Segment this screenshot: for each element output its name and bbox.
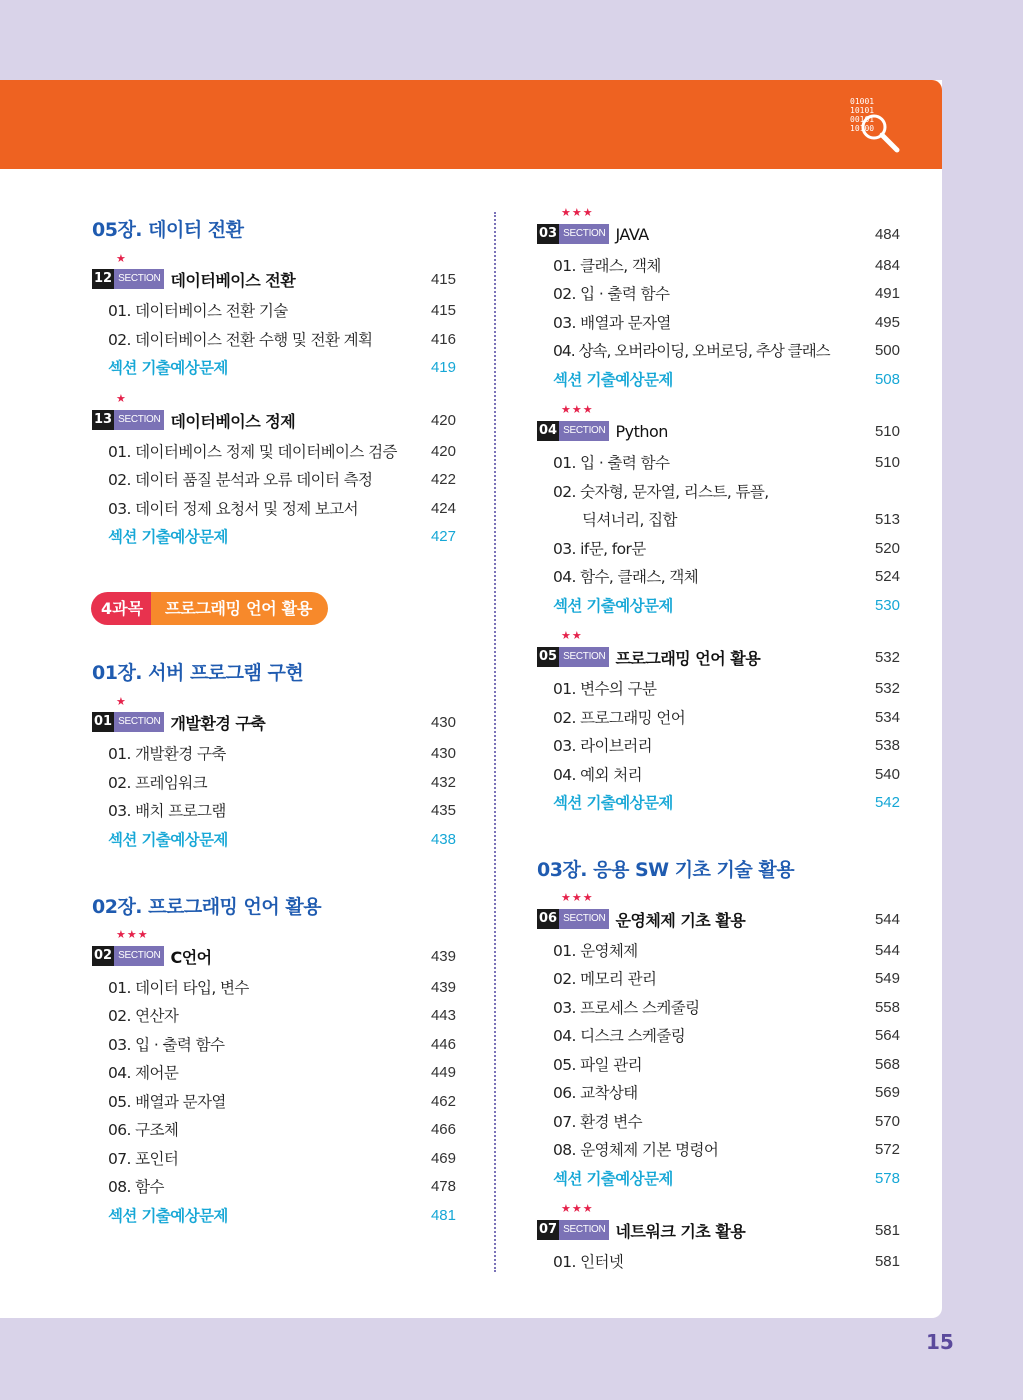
page-number: 15: [926, 1330, 954, 1354]
section-title: 프로그래밍 언어 활용: [615, 648, 761, 668]
page-ref: 570: [874, 1112, 900, 1130]
section-03[interactable]: [537, 223, 900, 245]
toc-item[interactable]: [537, 996, 900, 1018]
page-ref: 532: [874, 679, 900, 697]
page-ref: 581: [874, 1252, 900, 1270]
item-title: 02. 연산자: [108, 1007, 179, 1025]
chapter-heading: 03장. 응용 SW 기초 기술 활용: [537, 859, 795, 881]
item-title: 03. 입 · 출력 함수: [108, 1036, 225, 1054]
section-label: SECTION: [114, 410, 164, 430]
toc-item[interactable]: [92, 468, 456, 490]
page-ref: 446: [430, 1035, 456, 1053]
item-title: 02. 입 · 출력 함수: [553, 285, 670, 303]
section-number: 05: [537, 647, 559, 667]
page-ref: 430: [430, 744, 456, 762]
toc-item[interactable]: [537, 1250, 900, 1272]
toc-item[interactable]: [537, 508, 900, 530]
section-label: SECTION: [559, 909, 609, 929]
section-number: 12: [92, 269, 114, 289]
toc-item[interactable]: [537, 706, 900, 728]
item-title: 06. 구조체: [108, 1121, 179, 1139]
difficulty-stars: ★★★: [561, 1202, 594, 1215]
difficulty-stars: ★★: [561, 629, 583, 642]
section-label: SECTION: [559, 421, 609, 441]
difficulty-stars: ★★★: [561, 891, 594, 904]
chapter-heading: 02장. 프로그래밍 언어 활용: [92, 896, 322, 918]
toc-item[interactable]: [537, 1024, 900, 1046]
item-title: 01. 클래스, 객체: [553, 257, 661, 275]
toc-item[interactable]: [537, 967, 900, 989]
column-divider: [494, 212, 496, 1272]
page-ref: 510: [874, 422, 900, 440]
toc-item[interactable]: [92, 1147, 456, 1169]
toc-item[interactable]: [537, 480, 900, 502]
toc-item[interactable]: [537, 537, 900, 559]
toc-item[interactable]: [537, 1081, 900, 1103]
page-ref: 534: [874, 708, 900, 726]
section-label: SECTION: [114, 946, 164, 966]
item-title: 05. 파일 관리: [553, 1056, 642, 1074]
page-ref: 430: [430, 713, 456, 731]
toc-item[interactable]: [537, 939, 900, 961]
item-title: 01. 변수의 구분: [553, 680, 657, 698]
chapter-heading: 01장. 서버 프로그램 구현: [92, 662, 304, 684]
page-ref: 484: [874, 225, 900, 243]
page-ref: 581: [874, 1221, 900, 1239]
section-12[interactable]: [92, 268, 456, 290]
section-label: SECTION: [114, 269, 164, 289]
page-ref: 439: [430, 947, 456, 965]
page-ref: 415: [430, 270, 456, 288]
page-ref: 443: [430, 1006, 456, 1024]
header-banner: [0, 80, 942, 169]
section-label: SECTION: [559, 224, 609, 244]
item-title: 01. 데이터베이스 정제 및 데이터베이스 검증: [108, 443, 397, 461]
section-title: 운영체제 기초 활용: [615, 910, 746, 930]
page-ref: 416: [430, 330, 456, 348]
item-title: 섹션 기출예상문제: [553, 371, 673, 389]
item-title: 섹션 기출예상문제: [108, 528, 228, 546]
section-number: 02: [92, 946, 114, 966]
item-title: 섹션 기출예상문제: [108, 1207, 228, 1225]
toc-item[interactable]: [537, 254, 900, 276]
difficulty-stars: ★★★: [561, 206, 594, 219]
section-number: 03: [537, 224, 559, 244]
item-title: 섹션 기출예상문제: [108, 359, 228, 377]
page-ref: 419: [430, 358, 456, 376]
svg-text:01001: 01001: [850, 97, 875, 106]
toc-item[interactable]: [537, 1110, 900, 1132]
toc-question-item[interactable]: [92, 828, 456, 850]
section-title: C언어: [170, 947, 212, 967]
item-title: 04. 함수, 클래스, 객체: [553, 568, 699, 586]
item-title: 03. 프로세스 스케줄링: [553, 999, 700, 1017]
section-number: 13: [92, 410, 114, 430]
section-number: 01: [92, 712, 114, 732]
page-ref: 542: [874, 793, 900, 811]
toc-item[interactable]: [92, 1061, 456, 1083]
item-title: 02. 메모리 관리: [553, 970, 657, 988]
toc-item[interactable]: [92, 771, 456, 793]
page-ref: 568: [874, 1055, 900, 1073]
item-title: 03. 데이터 정제 요청서 및 정제 보고서: [108, 500, 359, 518]
item-title: 01. 데이터 타입, 변수: [108, 979, 249, 997]
item-title: 딕셔너리, 집합: [582, 511, 677, 529]
toc-question-item[interactable]: [92, 525, 456, 547]
page-ref: 466: [430, 1120, 456, 1138]
page-ref: 415: [430, 301, 456, 319]
page-ref: 532: [874, 648, 900, 666]
item-title: 02. 프로그래밍 언어: [553, 709, 686, 727]
page-ref: 491: [874, 284, 900, 302]
section-02[interactable]: [92, 945, 456, 967]
page-ref: 500: [874, 341, 900, 359]
item-title: 섹션 기출예상문제: [553, 794, 673, 812]
item-title: 04. 상속, 오버라이딩, 오버로딩, 추상 클래스: [553, 342, 830, 360]
page-ref: 510: [874, 453, 900, 471]
toc-item[interactable]: [92, 1033, 456, 1055]
toc-item[interactable]: [537, 677, 900, 699]
item-title: 04. 디스크 스케줄링: [553, 1027, 686, 1045]
page-ref: 449: [430, 1063, 456, 1081]
item-title: 03. 배열과 문자열: [553, 314, 671, 332]
toc-question-item[interactable]: [92, 1204, 456, 1226]
section-04[interactable]: [537, 420, 900, 442]
item-title: 02. 숫자형, 문자열, 리스트, 튜플,: [553, 483, 769, 501]
page-ref: 427: [430, 527, 456, 545]
toc-item[interactable]: [92, 976, 456, 998]
toc-item[interactable]: [537, 311, 900, 333]
toc-question-item[interactable]: [537, 791, 900, 813]
item-title: 07. 포인터: [108, 1150, 179, 1168]
item-title: 섹션 기출예상문제: [553, 1170, 673, 1188]
svg-text:10100: 10100: [850, 124, 875, 133]
toc-question-item[interactable]: [537, 594, 900, 616]
toc-item[interactable]: [92, 440, 456, 462]
toc-question-item[interactable]: [537, 368, 900, 390]
toc-item[interactable]: [537, 763, 900, 785]
item-title: 02. 데이터 품질 분석과 오류 데이터 측정: [108, 471, 373, 489]
section-label: SECTION: [114, 712, 164, 732]
subject-pill: [91, 592, 328, 625]
item-title: 01. 인터넷: [553, 1253, 624, 1271]
difficulty-stars: ★: [116, 695, 127, 708]
toc-item[interactable]: [92, 1118, 456, 1140]
toc-item[interactable]: [92, 299, 456, 321]
item-title: 03. if문, for문: [553, 540, 646, 558]
section-13[interactable]: [92, 409, 456, 431]
section-05[interactable]: [537, 646, 900, 668]
page-ref: 524: [874, 567, 900, 585]
toc-item[interactable]: [537, 734, 900, 756]
section-title: 네트워크 기초 활용: [615, 1221, 746, 1241]
toc-question-item[interactable]: [537, 1167, 900, 1189]
page-ref: 420: [430, 442, 456, 460]
page-ref: 422: [430, 470, 456, 488]
item-title: 01. 입 · 출력 함수: [553, 454, 670, 472]
section-title: JAVA: [615, 224, 649, 244]
section-number: 07: [537, 1220, 559, 1240]
item-title: 섹션 기출예상문제: [553, 597, 673, 615]
section-06[interactable]: [537, 908, 900, 930]
section-01[interactable]: [92, 711, 456, 733]
difficulty-stars: ★: [116, 252, 127, 265]
page-ref: 435: [430, 801, 456, 819]
toc-question-item[interactable]: [92, 356, 456, 378]
item-title: 06. 교착상태: [553, 1084, 638, 1102]
section-number: 06: [537, 909, 559, 929]
page-ref: 481: [430, 1206, 456, 1224]
subject-title: 프로그래밍 언어 활용: [151, 592, 328, 625]
section-title: 데이터베이스 정제: [170, 411, 296, 431]
binary-magnifier-icon: [844, 92, 906, 156]
page-ref: 438: [430, 830, 456, 848]
difficulty-stars: ★★★: [116, 928, 149, 941]
page-ref: 538: [874, 736, 900, 754]
chapter-heading: 05장. 데이터 전환: [92, 219, 244, 241]
item-title: 02. 데이터베이스 전환 수행 및 전환 계획: [108, 331, 373, 349]
toc-item[interactable]: [537, 282, 900, 304]
section-07[interactable]: [537, 1219, 900, 1241]
difficulty-stars: ★: [116, 392, 127, 405]
page-ref: 549: [874, 969, 900, 987]
toc-item[interactable]: [92, 497, 456, 519]
page-ref: 424: [430, 499, 456, 517]
item-title: 08. 운영체제 기본 명령어: [553, 1141, 719, 1159]
item-title: 03. 배치 프로그램: [108, 802, 226, 820]
item-title: 01. 개발환경 구축: [108, 745, 226, 763]
page-ref: 478: [430, 1177, 456, 1195]
difficulty-stars: ★★★: [561, 403, 594, 416]
page-ref: 432: [430, 773, 456, 791]
item-title: 07. 환경 변수: [553, 1113, 642, 1131]
item-title: 01. 운영체제: [553, 942, 638, 960]
svg-text:00101: 00101: [850, 115, 875, 124]
section-title: 데이터베이스 전환: [170, 270, 296, 290]
page-ref: 540: [874, 765, 900, 783]
item-title: 섹션 기출예상문제: [108, 831, 228, 849]
page-ref: 578: [874, 1169, 900, 1187]
toc-item[interactable]: [537, 339, 900, 361]
page-ref: 572: [874, 1140, 900, 1158]
item-title: 02. 프레임워크: [108, 774, 208, 792]
page-ref: 520: [874, 539, 900, 557]
section-label: SECTION: [559, 647, 609, 667]
page-ref: 439: [430, 978, 456, 996]
toc-item[interactable]: [537, 1138, 900, 1160]
page-ref: 564: [874, 1026, 900, 1044]
toc-item[interactable]: [92, 1090, 456, 1112]
item-title: 04. 제어문: [108, 1064, 179, 1082]
section-title: 개발환경 구축: [170, 713, 266, 733]
item-title: 04. 예외 처리: [553, 766, 642, 784]
toc-item[interactable]: [92, 742, 456, 764]
toc-item[interactable]: [92, 1175, 456, 1197]
page-ref: 420: [430, 411, 456, 429]
item-title: 05. 배열과 문자열: [108, 1093, 226, 1111]
section-number: 04: [537, 421, 559, 441]
toc-item[interactable]: [92, 799, 456, 821]
subject-number: 4과목: [91, 592, 151, 625]
page-ref: 484: [874, 256, 900, 274]
page-ref: 569: [874, 1083, 900, 1101]
page-ref: 558: [874, 998, 900, 1016]
svg-text:10101: 10101: [850, 106, 875, 115]
item-title: 03. 라이브러리: [553, 737, 653, 755]
page-ref: 462: [430, 1092, 456, 1110]
section-label: SECTION: [559, 1220, 609, 1240]
page-ref: 508: [874, 370, 900, 388]
toc-item[interactable]: [92, 1004, 456, 1026]
page-ref: 544: [874, 910, 900, 928]
section-title: Python: [615, 421, 668, 441]
item-title: 01. 데이터베이스 전환 기술: [108, 302, 288, 320]
toc-item[interactable]: [537, 451, 900, 473]
page-ref: 495: [874, 313, 900, 331]
toc-item[interactable]: [92, 328, 456, 350]
page-ref: 530: [874, 596, 900, 614]
page-ref: 513: [874, 510, 900, 528]
item-title: 08. 함수: [108, 1178, 164, 1196]
page-ref: 544: [874, 941, 900, 959]
toc-item[interactable]: [537, 565, 900, 587]
page-ref: 469: [430, 1149, 456, 1167]
toc-item[interactable]: [537, 1053, 900, 1075]
